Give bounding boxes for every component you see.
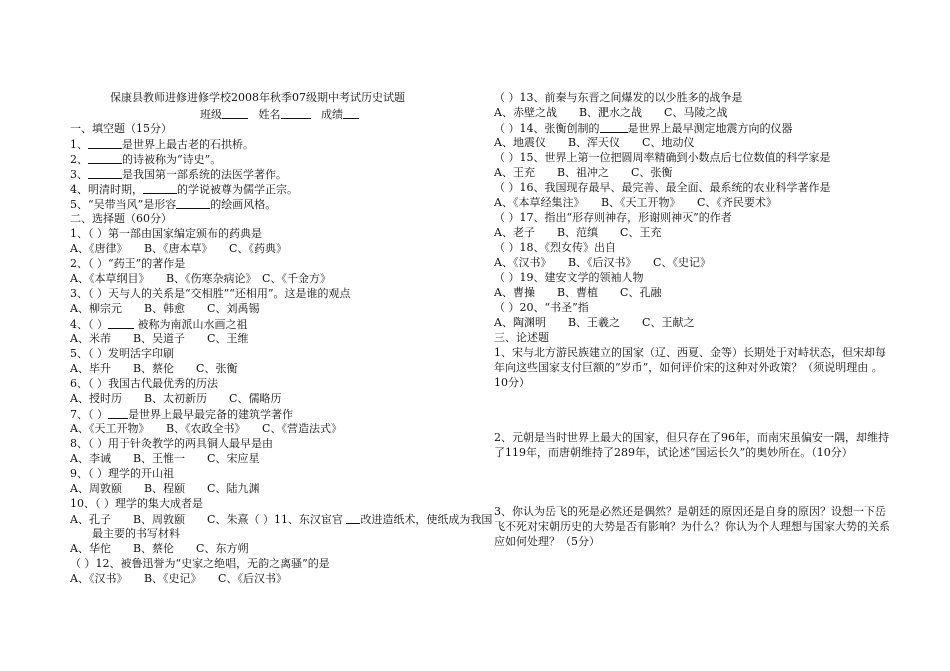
question-20-options: A、陶渊明 B、王羲之 C、王献之 xyxy=(494,316,695,329)
fill-item-1: 1、 是世界上最古老的石拱桥。 xyxy=(70,138,254,151)
question-20: （ ）20、“书圣”指 xyxy=(494,301,589,314)
exam-title: 保康县教师进修进修学校2008年秋季07级期中考试历史试题 xyxy=(110,91,405,104)
name-blank[interactable] xyxy=(281,107,311,119)
answer-blank[interactable] xyxy=(176,197,210,209)
question-12: （ ）12、被鲁迅誉为“史家之绝唱，无韵之离骚”的是 xyxy=(70,557,330,570)
question-2: 2、（ ）“药王”的著作是 xyxy=(70,257,186,270)
question-9: 9、（ ）理学的开山祖 xyxy=(70,467,174,480)
question-7-options: A、《天工开物》 B、《农政全书》 C、《营造法式》 xyxy=(70,422,342,435)
question-14: （ ）14、张衡创制的 是世界上最早测定地震方向的仪器 xyxy=(494,122,793,135)
class-blank[interactable] xyxy=(222,107,248,119)
essay-question-3: 3、你认为岳飞的死是必然还是偶然？是朝廷的原因还是自身的原因？设想一下岳飞不死对宋朝历史的大势是否有影响？为什么？你认为个人理想与国家大势的关系应如何处理？（5分） xyxy=(494,505,890,548)
answer-blank[interactable] xyxy=(108,407,128,419)
question-7: 7、（ ） 是世界上最早最完备的建筑学著作 xyxy=(70,408,293,421)
question-18-options: A、《汉书》 B、《后汉书》 C、《史记》 xyxy=(494,256,711,269)
question-15: （ ）15、世界上第一位把圆周率精确到小数点后七位数值的科学家是 xyxy=(494,151,831,164)
question-13: （ ）13、前秦与东晋之间爆发的以少胜多的战争是 xyxy=(494,91,743,104)
question-13-options: A、赤壁之战 B、淝水之战 C、马陵之战 xyxy=(494,106,728,119)
question-11-options: A、华佗 B、蔡伦 C、东方朔 xyxy=(70,542,249,555)
answer-blank[interactable] xyxy=(600,121,628,133)
section2-heading: 二、选择题（60分） xyxy=(70,212,172,225)
score-blank[interactable] xyxy=(343,107,359,119)
question-17: （ ）17、指出“形存则神存，形谢则神灭”的作者 xyxy=(494,211,732,224)
question-6-options: A、授时历 B、太初新历 C、儒略历 xyxy=(70,392,282,405)
fill-item-2: 2、 的诗被称为“诗史”。 xyxy=(70,153,222,166)
question-14-options: A、地震仪 B、浑天仪 C、地动仪 xyxy=(494,136,695,149)
question-4: 4、（ ） 被称为南派山水画之祖 xyxy=(70,318,248,331)
question-3: 3、（ ）天与人的关系是“交相胜”“还相用”。这是谁的观点 xyxy=(70,287,351,300)
question-6: 6、（ ）我国古代最优秀的历法 xyxy=(70,377,218,390)
essay-question-2: 2、元朝是当时世界上最大的国家，但只存在了96年，而南宋虽偏安一隅，却维持了119年，而唐朝维持了289年，试论述“国运长久”的奥妙所在。（10分） xyxy=(494,431,889,459)
question-11-continued: 最主要的书写材料 xyxy=(92,527,180,540)
question-1-options: A、《唐律》 B、《唐本草》 C、《药典》 xyxy=(70,242,287,255)
fill-item-3: 3、 是我国第一部系统的法医学著作。 xyxy=(70,168,287,181)
question-19-options: A、曹操 B、曹植 C、孔融 xyxy=(494,286,662,299)
question-2-options: A、《本草纲目》 B、《伤寒杂病论》 C、《千金方》 xyxy=(70,272,331,285)
answer-blank[interactable] xyxy=(346,512,360,524)
answer-blank[interactable] xyxy=(88,167,122,179)
answer-blank[interactable] xyxy=(88,137,122,149)
answer-blank[interactable] xyxy=(88,152,122,164)
question-19: （ ）19、建安文学的领袖人物 xyxy=(494,271,644,284)
question-10: 10、（ ）理学的集大成者是 xyxy=(70,497,203,510)
question-5: 5、（ ）发明活字印刷 xyxy=(70,347,174,360)
question-9-options: A、周敦颐 B、程颐 C、陆九渊 xyxy=(70,482,260,495)
question-16-options: A、《本草经集注》 B、《天工开物》 C、《齐民要术》 xyxy=(494,196,777,209)
question-4-options: A、米芾 B、吴道子 C、王维 xyxy=(70,332,249,345)
name-label: 姓名 xyxy=(258,108,281,121)
question-3-options: A、柳宗元 B、韩愈 C、刘禹锡 xyxy=(70,302,260,315)
answer-blank[interactable] xyxy=(108,317,134,329)
essay-question-1: 1、宋与北方游民族建立的国家（辽、西夏、金等）长期处于对峙状态，但宋却每年向这些国家支付巨额的“岁币”，如何评价宋的这种对外政策？（须说明理由 。10分） xyxy=(494,346,886,389)
question-10-options-and-11: A、孔子 B、周敦颐 C、朱熹（ ）11、东汉宦官 改进造纸术，使纸成为我国 xyxy=(70,513,493,526)
question-18: （ ）18、《烈女传》出自 xyxy=(494,241,616,254)
question-1: 1、（ ）第一部由国家编定颁布的药典是 xyxy=(70,227,262,240)
class-label: 班级 xyxy=(200,108,222,121)
question-12-options: A、《汉书》 B、《史记》 C、《后汉书》 xyxy=(70,572,287,585)
student-info-line xyxy=(200,107,359,121)
question-8: 8、（ ）用于针灸教学的两具铜人最早是由 xyxy=(70,437,273,450)
fill-item-5: 5、“吴带当风”是形容 的绘画风格。 xyxy=(70,198,277,211)
section3-heading: 三、论述题 xyxy=(494,331,549,344)
score-label: 成绩 xyxy=(321,108,343,121)
question-16: （ ）16、我国现存最早、最完善、最全面、最系统的农业科学著作是 xyxy=(494,181,831,194)
question-5-options: A、毕升 B、蔡伦 C、张衡 xyxy=(70,362,238,375)
answer-blank[interactable] xyxy=(143,182,177,194)
fill-item-4: 4、明清时期， 的学说被尊为儒学正宗。 xyxy=(70,183,298,196)
question-8-options: A、李诫 B、王惟一 C、宋应星 xyxy=(70,452,260,465)
section1-heading: 一、填空题（15分） xyxy=(70,122,172,135)
question-15-options: A、王充 B、祖冲之 C、张衡 xyxy=(494,166,673,179)
question-17-options: A、老子 B、范缜 C、王充 xyxy=(494,226,662,239)
